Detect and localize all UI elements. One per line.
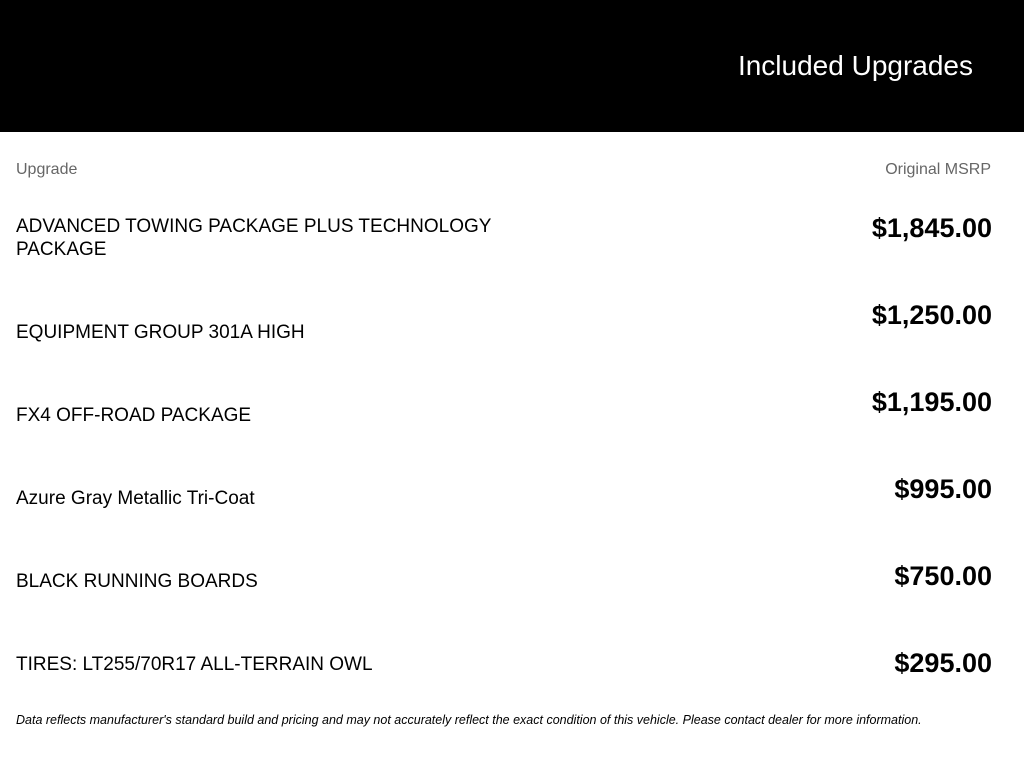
list-item [0, 635, 1024, 715]
upgrade-name: Azure Gray Metallic Tri-Coat [16, 488, 255, 509]
upgrade-price: $1,195.00 [871, 387, 992, 417]
upgrade-name: BLACK RUNNING BOARDS [16, 571, 258, 592]
list-item [0, 200, 1024, 280]
upgrade-name: ADVANCED TOWING PACKAGE PLUS TECHNOLOGY PACKAGE [16, 216, 492, 260]
upgrade-name: FX4 OFF-ROAD PACKAGE [16, 405, 252, 426]
upgrade-price: $1,250.00 [871, 300, 992, 330]
page-title: Included Upgrades [737, 50, 973, 81]
list-item [0, 548, 1024, 628]
upgrade-price: $295.00 [894, 648, 992, 678]
upgrade-price: $995.00 [894, 474, 992, 504]
list-item [0, 461, 1024, 541]
upgrade-price: $1,845.00 [871, 213, 992, 243]
upgrade-name: TIRES: LT255/70R17 ALL-TERRAIN OWL [16, 654, 373, 675]
column-header-upgrade: Upgrade [16, 161, 78, 178]
page-header [0, 0, 1024, 132]
column-header-msrp: Original MSRP [885, 161, 991, 178]
list-item [0, 287, 1024, 367]
list-item [0, 374, 1024, 454]
upgrade-name: EQUIPMENT GROUP 301A HIGH [16, 322, 305, 343]
disclaimer-text: Data reflects manufacturer's standard build and pricing and may not accurately reflect the exact condition of this vehicle. Please contact dealer for more information. [16, 713, 922, 727]
upgrade-price: $750.00 [894, 561, 992, 591]
